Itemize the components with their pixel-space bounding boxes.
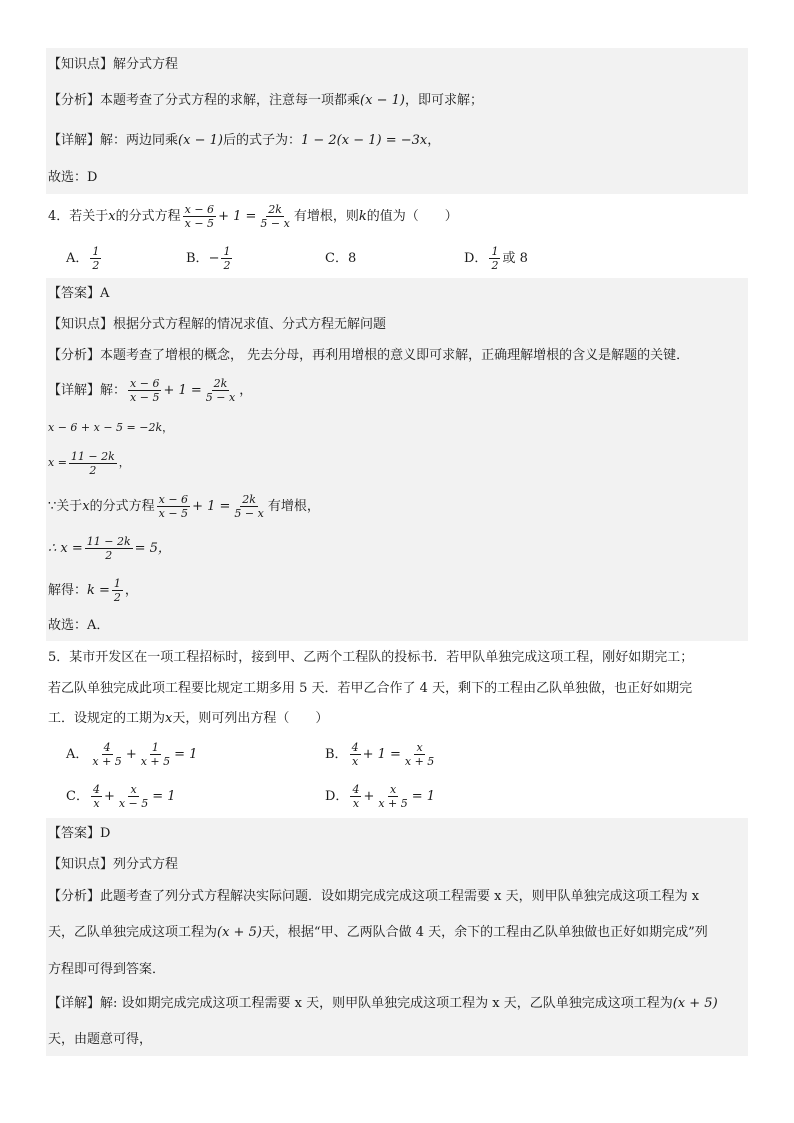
fraction: $\frac{x - 6}{x - 5}$ xyxy=(158,493,189,520)
fraction: $\frac{4}{x}$ xyxy=(351,741,359,768)
fraction: $\frac{1}{2}$ xyxy=(113,577,121,604)
q5-option-a: A． $\frac{4}{x + 5}$ + $\frac{1}{x + 5}$ = 1 xyxy=(66,741,198,768)
choice-q4: 故选：A． xyxy=(48,618,110,633)
question-5-line3: 工．设规定的工期为x天，则可列出方程（ ） xyxy=(48,711,329,726)
fraction: $\frac{x - 6}{x - 5}$ xyxy=(184,203,215,230)
q5-option-d: D． $\frac{4}{x}$ + $\frac{x}{x + 5}$ = 1 xyxy=(325,783,436,810)
analysis-q4: 【分析】本题考查了增根的概念， 先去分母，再利用增根的意义即可求解，正确理解增根的含义是解题的关键． xyxy=(48,348,690,363)
fraction: $\frac{1}{x + 5}$ xyxy=(140,741,171,768)
detail-q3: 【详解】解：两边同乘(x − 1)后的式子为：1 − 2(x − 1) = −3x， xyxy=(48,133,441,148)
fraction: $\frac{2k}{5 - x}$ xyxy=(260,203,290,230)
detail-q4-step6: 解得：k = $\frac{1}{2}$ ， xyxy=(48,577,138,604)
q5-option-b: B． $\frac{4}{x}$ + 1 = $\frac{x}{x + 5}$ xyxy=(325,741,435,768)
fraction: $\frac{x - 6}{x - 5}$ xyxy=(130,377,160,404)
fraction: $\frac{x}{x + 5}$ xyxy=(404,741,435,768)
fraction: $\frac{4}{x + 5}$ xyxy=(92,741,122,768)
fraction: $\frac{11 - 2k}{2}$ xyxy=(70,449,115,477)
fraction: $\frac{2k}{5 - x}$ xyxy=(234,493,264,520)
question-4: 4．若关于x的分式方程 $\frac{x - 6}{x - 5}$ + 1 = $\frac{2k}{5 - x}$ 有增根，则k的值为（ ） xyxy=(48,203,458,230)
detail-q4-step2: x − 6 + x − 5 = −2k， xyxy=(48,421,174,434)
knowledge-point-q5: 【知识点】列分式方程 xyxy=(48,857,179,872)
detail-q4-step5: ∴ x = $\frac{11 - 2k}{2}$ = 5， xyxy=(48,535,171,562)
q4-option-b: B．− $\frac{1}{2}$ xyxy=(186,245,231,272)
fraction: $\frac{2k}{5 - x}$ xyxy=(205,377,236,404)
knowledge-point-q4: 【知识点】根据分式方程解的情况求值、分式方程无解问题 xyxy=(48,317,387,332)
choice-q3: 故选：D xyxy=(48,170,98,185)
q4-option-d: D． $\frac{1}{2}$ 或 8 xyxy=(464,245,528,272)
fraction: $\frac{x}{x - 5}$ xyxy=(118,783,149,810)
question-5-line1: 5．某市开发区在一项工程招标时，接到甲、乙两个工程队的投标书．若甲队单独完成这项工程，刚好如期完工； xyxy=(48,650,694,665)
fraction: $\frac{1}{2}$ xyxy=(92,245,100,272)
analysis-q5-line2: 天，乙队单独完成这项工程为(x + 5)天，根据“甲、乙两队合做 4 天，余下的工程由乙队单独做也正好如期完成”列 xyxy=(48,925,708,940)
analysis-q3: 【分析】本题考查了分式方程的求解，注意每一项都乘(x − 1)，即可求解； xyxy=(48,93,483,108)
fraction: $\frac{11 - 2k}{2}$ xyxy=(86,535,131,562)
detail-q4: 【详解】解： $\frac{x - 6}{x - 5}$ + 1 = $\frac{2k}{5 - x}$ ， xyxy=(48,377,253,404)
answer-q5: 【答案】D xyxy=(48,826,111,841)
detail-q5-line2: 天，由题意可得， xyxy=(48,1032,153,1047)
analysis-q5-line3: 方程即可得到答案． xyxy=(48,962,166,977)
fraction: $\frac{x}{x + 5}$ xyxy=(378,783,408,810)
fraction: $\frac{1}{2}$ xyxy=(223,245,231,272)
question-5-line2: 若乙队单独完成此项工程要比规定工期多用 5 天．若甲乙合作了 4 天，剩下的工程由乙队单独做，也正好如期完 xyxy=(48,681,693,696)
answer-q4: 【答案】A xyxy=(48,286,110,301)
knowledge-point-q3: 【知识点】解分式方程 xyxy=(48,57,179,72)
q5-option-c: C． $\frac{4}{x}$ + $\frac{x}{x - 5}$ = 1 xyxy=(66,783,176,810)
q4-option-c: C．8 xyxy=(325,251,357,266)
detail-q4-step4: ∵关于x的分式方程 $\frac{x - 6}{x - 5}$ + 1 = $\frac{2k}{5 - x}$ 有增根， xyxy=(48,493,320,520)
fraction: $\frac{4}{x}$ xyxy=(92,783,100,810)
fraction: $\frac{4}{x}$ xyxy=(352,783,360,810)
analysis-q5-line1: 【分析】此题考查了列分式方程解决实际问题．设如期完成完成这项工程需要 x 天，则甲队单独完成这项工程为 x xyxy=(48,889,700,904)
detail-q4-step3: x = $\frac{11 - 2k}{2}$ ， xyxy=(48,449,130,477)
q4-option-a: A． $\frac{1}{2}$ xyxy=(66,245,100,272)
detail-q5-line1: 【详解】解: 设如期完成完成这项工程需要 x 天，则甲队单独完成这项工程为 x 天，乙队单独完成这项工程为(x + 5) xyxy=(48,996,718,1011)
fraction: $\frac{1}{2}$ xyxy=(491,245,499,272)
